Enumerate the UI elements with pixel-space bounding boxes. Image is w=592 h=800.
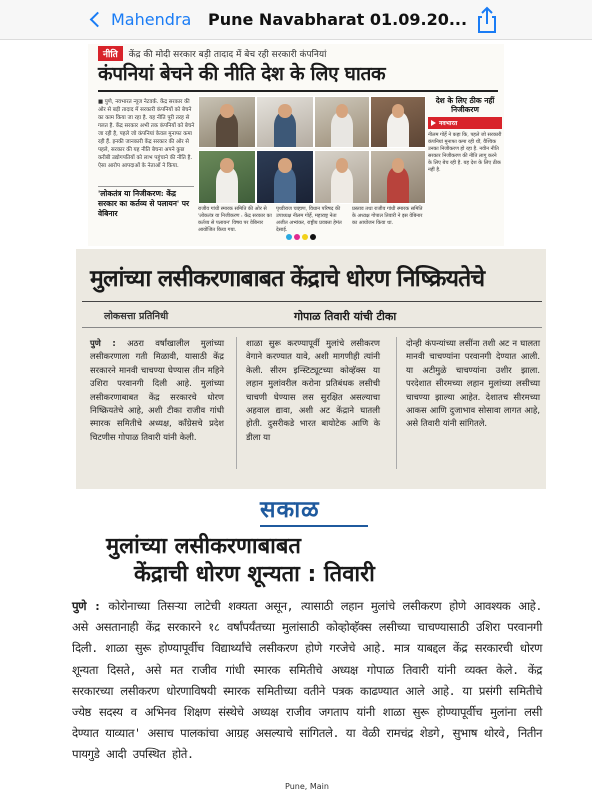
webinar-photo [256,96,314,148]
logo-underline [260,525,368,527]
kicker-text: केंद्र की मोदी सरकार बड़ी तादाद में बेच रही सरकारी कंपनियां [128,50,327,60]
article-column [246,337,380,444]
column-divider [396,337,397,469]
kicker-row [98,46,326,61]
loksatta-clipping [76,249,546,489]
photo-caption: प्रस्ताव तथा राजीव गांधी स्मारक समिति के अध्यक्ष गोपाल तिवारी ने इस वेबिनार का आयोजन किया था. [352,206,423,226]
navbharat-clipping [88,44,504,246]
article-column [406,337,540,431]
column-text: अठरा वर्षांखालील मुलांच्या लसीकरणाला गती मिळावी, यासाठी केंद्र सरकारने मानवी चाचण्या घेण्यास तीन महिने उशिरा परवानगी दिली आहे. मुलांच्या लसीकरणाबाबत केंद्र सरकारचे धोरण निष्क्रियतेचे आहे, अशी टीका राजीव गांधी स्मारक समितीचे अध्यक्ष, काँग्रेसचे प्रदेश चिटणीस गोपाळ तिवारी यांनी केली. [90,338,224,442]
back-button-label: Mahendra [111,10,192,29]
column-divider [236,337,237,469]
share-icon [474,6,500,34]
chevron-left-icon [90,12,106,28]
webinar-photo [314,150,370,204]
headline-rule [98,90,498,92]
dateline: पुणे : [90,338,116,348]
kicker-tag: नीति [98,46,123,61]
pull-quote: 'लोकतंत्र या निजीकरण: केंद्र सरकार का कर्तव्य से पलायन' पर वेबिनार [98,186,194,219]
sakal-article-body [72,596,542,766]
webinar-photo [314,96,370,148]
article-column [90,337,224,444]
edition-footer: Pune, Main [285,782,329,791]
webinar-photo [198,96,256,148]
photo-caption: राजीव गांधी स्मारक समिति की ओर से 'लोकतंत्र या निजीकरण : केंद्र सरकार का कर्तव्य से पलायन' विषय पर वेबिनार आयोजित किया गया. [198,206,272,233]
sidebar-body: नीलम गोर्हे ने कहा कि, पहले जो सरकारी कंपनियां मुनाफा कमा रही थीं, वैश्विक उनका निजीकरण हो रहा है. नवीन नीति सरकार निजीकरण की नीति लागू करने के लिए बेच रही है. यह देश के लिए ठीक नहीं है. [428,132,502,173]
webinar-photo [370,150,426,204]
registration-marks [286,234,316,240]
play-icon [431,120,436,126]
sidebar-headline: देश के लिए ठीक नहीं निजीकरण [435,96,495,114]
sakal-headline-line1: मुलांच्या लसीकरणाबाबत [106,534,301,559]
headline-rule [82,301,542,302]
sakal-clipping [58,492,556,798]
top-navigation-bar [0,0,592,40]
sidebar-brand-label: नवभारत [439,120,458,127]
back-button[interactable] [0,0,191,40]
column-text: शाळा सुरू करण्यापूर्वी मुलांचे लसीकरण वेगाने करण्यात यावे, अशी मागणीही त्यांनी केली. सीरम इन्स्टिट्यूटच्या कोव्हॅक्स या लहान मुलांवरील करोना प्रतिबंधक लसीची चाचणी घेण्यास लस सुरक्षित असल्याचा अहवाल द्यावा, अशी अट केंद्राने घातली होती. दुसरीकडे भारत बायोटेक आणि के डीला या [246,338,380,442]
loksatta-headline: मुलांच्या लसीकरणाबाबत केंद्राचे धोरण निष्क्रियतेचे [90,266,485,292]
column-text: दोन्ही कंपन्यांच्या लसींना तशी अट न घालता मानवी चाचण्यांना परवानगी देण्यात आली. या अटीमुळे चाचण्यांना उशीर झाला. परदेशात सीरमच्या लहान मुलांच्या लसीच्या चाचण्या झाल्या आहेत. देशातच सीरमच्या आकस आणि दुजाभाव सोसावा लागत आहे, असे तिवारी यांनी सांगितले. [406,338,540,429]
dateline: पुणे : [72,599,101,613]
sakal-logo: सकाळ [260,496,320,523]
navbharat-sidebar [428,96,502,226]
webinar-photo-grid [198,96,426,204]
webinar-photo [370,96,426,148]
navbharat-lead-text: ■ पुणे, नवभारत न्यूज नेटवर्क. केंद्र सरकार की ओर से बड़ी तादाद में सरकारी कंपनियों को बेचने का काम किया जा रहा है. यह नीति पूरी तरह से गलत है. केंद्र सरकार अभी तक कंपनियों को बेचने जा रही है, पहले जो कंपनियां केवल मुनाफा कमा रही हैं. इनकी जानकारी केंद्र सरकार की ओर से पहले, सरकार की यह नीति बेचना अपने कुछ करीबी उद्योगपतियों को लाभ पहुंचाने की नीति है. ऐसा आरोप आपदाओं के नेताओं ने किया. [98,99,195,169]
share-button[interactable] [474,6,500,34]
subheadline: गोपाळ तिवारी यांची टीका [294,310,397,323]
webinar-photo [198,150,256,204]
photo-caption: पृथ्वीराज चव्हाण, विधान परिषद की उपाध्यक्ष नीलम गोर्हे, महाराष्ट्र नेता अजीत अभ्यंकर, राष्ट्रीय प्रवक्ता हेमंत देसाई. [276,206,342,233]
sidebar-brand [428,117,502,129]
navbharat-headline: कंपनियां बेचने की नीति देश के लिए घातक [98,63,386,85]
sakal-headline-line2: केंद्राची धोरण शून्यता : तिवारी [134,562,375,587]
body-text: कोरोनाच्या तिसऱ्या लाटेची शक्यता असून, त्यासाठी लहान मुलांचे लसीकरण होणे आवश्यक आहे. असे असतानाही केंद्र सरकारने १८ वर्षांपर्यंतच्या मुलांसाठी कोव्होव्हॅक्स लसीच्या चाचण्यासाठी उशिरा परवानगी दिली. शाळा सुरू होण्यापूर्वीच विद्यार्थ्यांचे लसीकरण होणे गरजेचे आहे. मात्र याबद्दल केंद्र सरकारची धोरण शून्यता दिसते, असे मत राजीव गांधी स्मारक समितीचे अध्यक्ष गोपाळ तिवारी यांनी व्यक्त केले. केंद्र सरकारच्या लसीकरण धोरणाविषयी स्मारक समितीच्या वतीने पत्रक काढण्यात आले आहे. या प्रसंगी समितीचे ज्येष्ठ सदस्य व अभिनव शिक्षण संस्थेचे अध्यक्ष राजीव जगताप यांनी शाळा सुरू होण्यापूर्वीच मुलांना लसी देण्यात याव्यात' असाच पालकांचा आग्रह असल्याचे सांगितले. या वेळी रामचंद्र शेडगे, सुभाष थोरवे, नितीन पायगुडे आदी उपस्थित होते. [72,599,542,762]
byline-rule [82,327,542,328]
webinar-photo [256,150,314,204]
byline: लोकसत्ता प्रतिनिधी [104,311,169,322]
document-title: Pune Navabharat 01.09.20... [208,10,468,29]
